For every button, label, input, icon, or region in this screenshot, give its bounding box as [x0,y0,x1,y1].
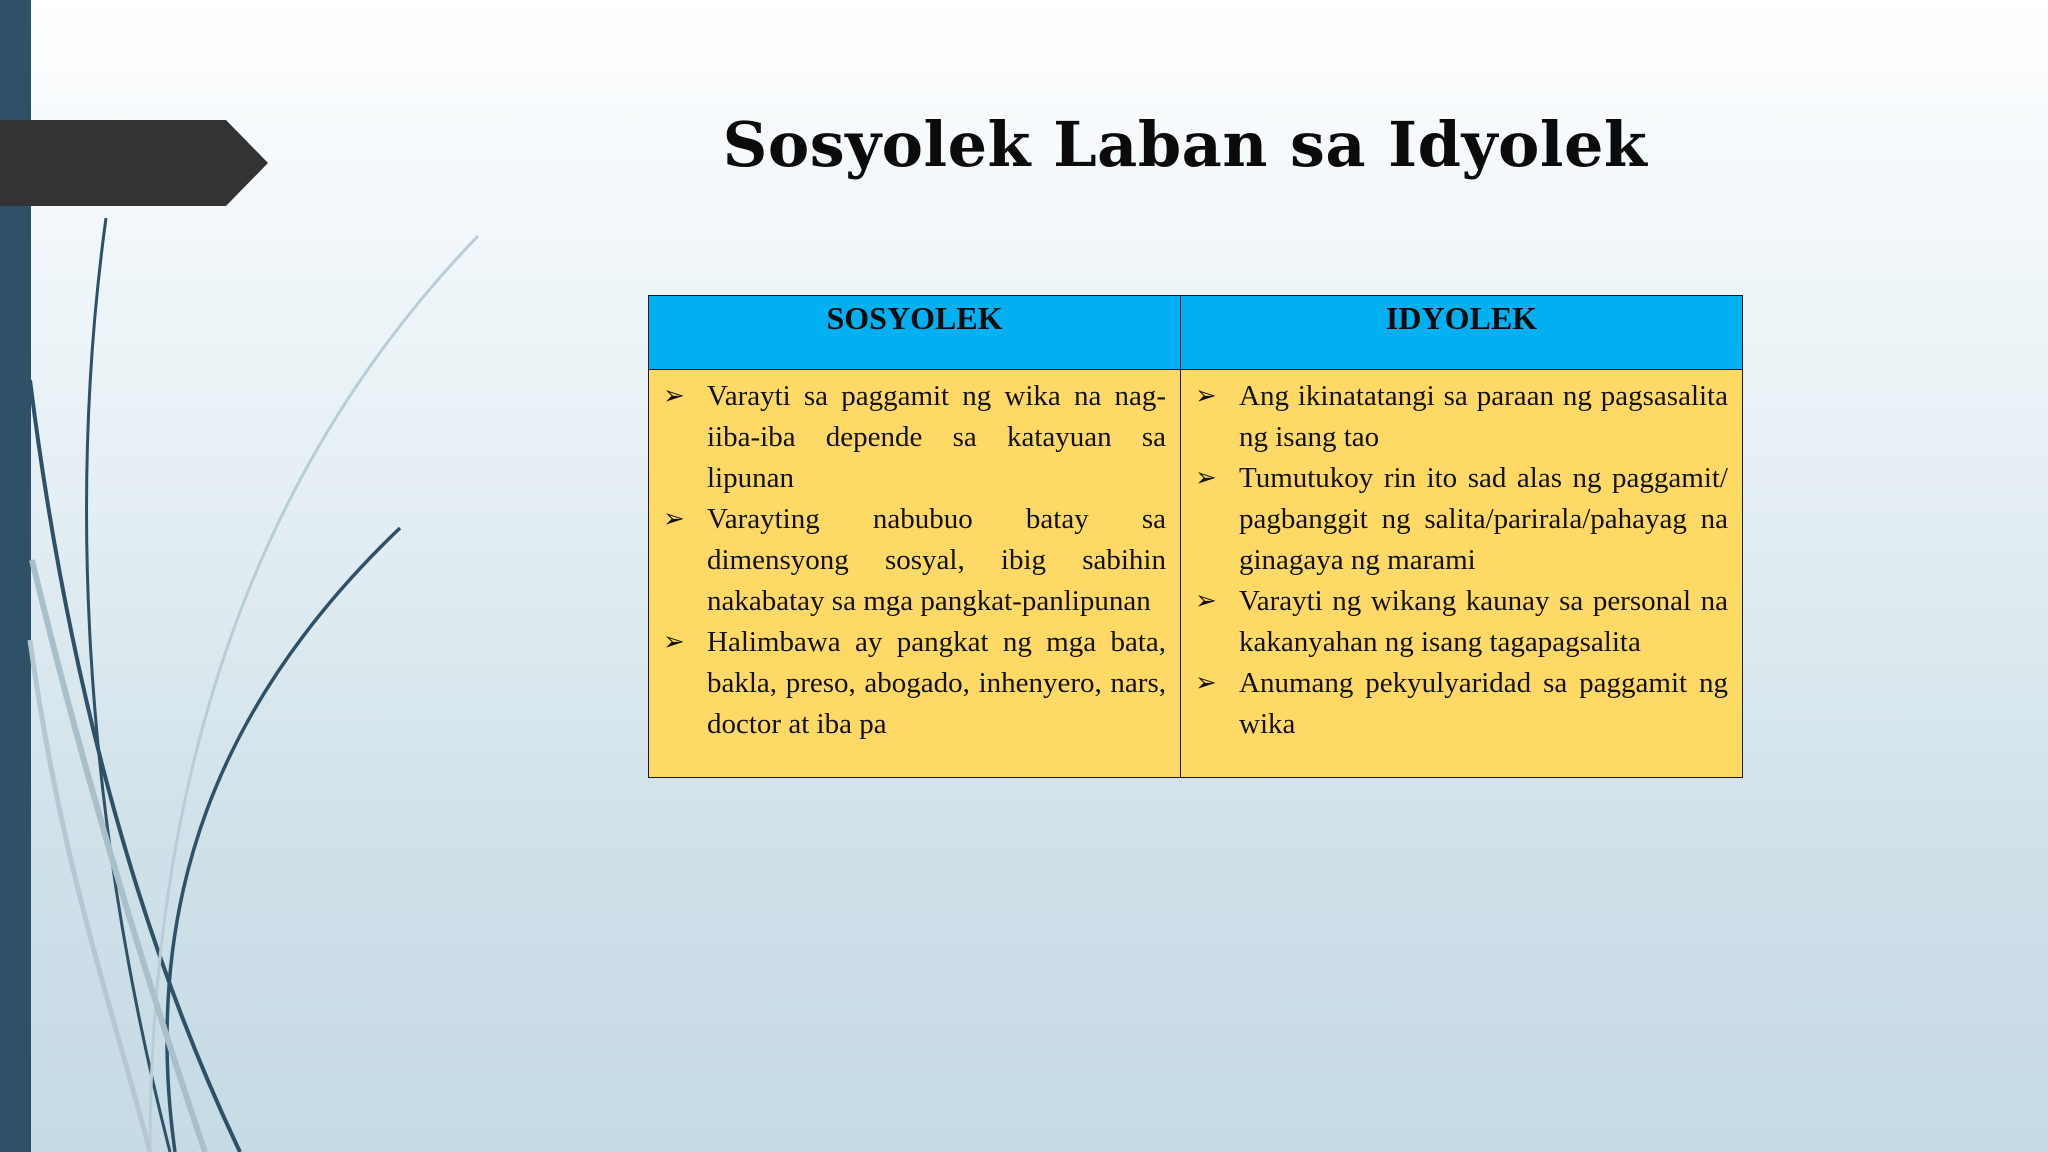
idyolek-list [1195,376,1728,745]
list-item: ➢ Ang ikinatatangi sa paraan ng pagsasalita ng isang tao [1195,376,1728,458]
list-item: ➢ Varayting nabubuo batay sa dimensyong sosyal, ibig sabihin nakabatay sa mga pangkat-panlipunan [663,499,1166,622]
arrow-bullet-icon: ➢ [1195,586,1217,616]
table-body-row [649,370,1743,778]
arrow-bullet-icon: ➢ [663,504,685,534]
list-item: ➢ Halimbawa ay pangkat ng mga bata, bakla, preso, abogado, inhenyero, nars, doctor at iba pa [663,622,1166,745]
comparison-table [648,295,1743,778]
list-item: ➢ Tumutukoy rin ito sad alas ng paggamit/ pagbanggit ng salita/parirala/pahayag na ginagaya ng marami [1195,458,1728,581]
slide-title: Sosyolek Laban sa Idyolek [722,108,1648,181]
table-header-row [649,296,1743,370]
cell-idyolek [1181,370,1743,778]
arrow-bullet-icon: ➢ [663,627,685,657]
arrow-bullet-icon: ➢ [1195,668,1217,698]
header-sosyolek: SOSYOLEK [649,296,1181,370]
list-item: ➢ Anumang pekyulyaridad sa paggamit ng wika [1195,663,1728,745]
arrow-bullet-icon: ➢ [663,381,685,411]
title-tab-arrow [0,120,270,206]
cell-sosyolek [649,370,1181,778]
sosyolek-list [663,376,1166,745]
arrow-bullet-icon: ➢ [1195,381,1217,411]
header-idyolek: IDYOLEK [1181,296,1743,370]
list-item: ➢ Varayti ng wikang kaunay sa personal na kakanyahan ng isang tagapagsalita [1195,581,1728,663]
list-item: ➢ Varayti sa paggamit ng wika na nag-iiba-iba depende sa katayuan sa lipunan [663,376,1166,499]
arrow-bullet-icon: ➢ [1195,463,1217,493]
